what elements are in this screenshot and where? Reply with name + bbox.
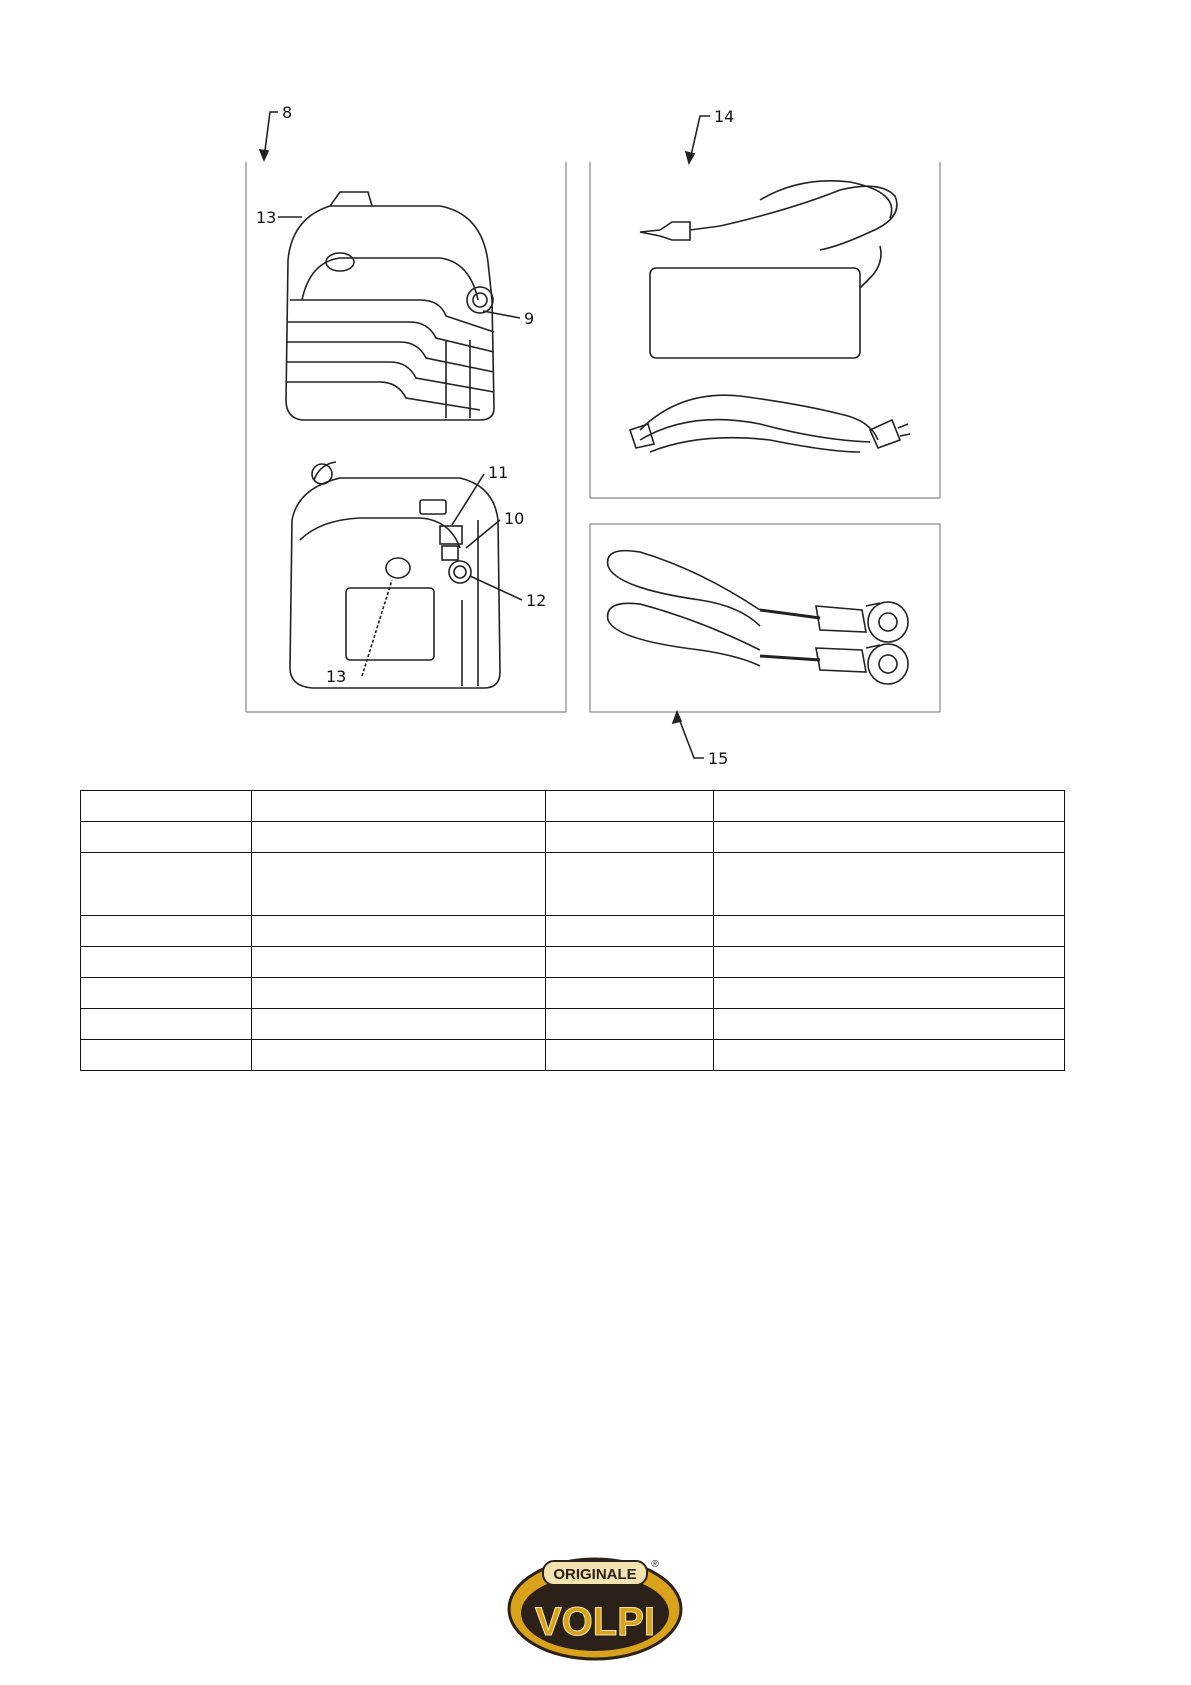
table-cell bbox=[714, 978, 1065, 1009]
table-cell bbox=[81, 1009, 252, 1040]
table-cell bbox=[252, 947, 546, 978]
table-row bbox=[81, 791, 1065, 822]
table-row bbox=[81, 853, 1065, 916]
callout-10: 10 bbox=[504, 509, 525, 528]
parts-illustration bbox=[0, 0, 1191, 780]
leader-15 bbox=[673, 712, 704, 758]
table-row bbox=[81, 978, 1065, 1009]
table-cell bbox=[81, 1040, 252, 1071]
extension-cable-drawing bbox=[608, 551, 908, 684]
callout-12: 12 bbox=[526, 591, 547, 610]
table-cell bbox=[546, 1040, 714, 1071]
table-cell bbox=[714, 1009, 1065, 1040]
table-row bbox=[81, 947, 1065, 978]
callout-13-top: 13 bbox=[256, 208, 277, 227]
table-cell bbox=[252, 1040, 546, 1071]
battery-panel-frame bbox=[246, 162, 566, 712]
table-cell bbox=[252, 822, 546, 853]
table-cell bbox=[81, 822, 252, 853]
table-row bbox=[81, 916, 1065, 947]
table-row bbox=[81, 1009, 1065, 1040]
table-cell bbox=[81, 978, 252, 1009]
table-cell bbox=[81, 853, 252, 916]
table-cell bbox=[714, 791, 1065, 822]
charger-drawing bbox=[630, 181, 910, 452]
table-cell bbox=[714, 947, 1065, 978]
callout-15: 15 bbox=[708, 749, 729, 768]
table-cell bbox=[81, 791, 252, 822]
logo-brand: VOLPI bbox=[534, 1600, 656, 1644]
battery-pack-front-drawing bbox=[290, 462, 500, 688]
table-cell bbox=[546, 791, 714, 822]
charger-panel-frame bbox=[590, 162, 940, 498]
table-cell bbox=[252, 978, 546, 1009]
table-cell bbox=[252, 791, 546, 822]
table-cell bbox=[714, 1040, 1065, 1071]
leader-10 bbox=[466, 520, 500, 548]
table-cell bbox=[714, 916, 1065, 947]
volpi-logo bbox=[505, 1551, 685, 1663]
table-row bbox=[81, 822, 1065, 853]
callout-8: 8 bbox=[282, 103, 293, 122]
leader-11 bbox=[452, 474, 484, 525]
battery-pack-rear-drawing bbox=[286, 192, 494, 420]
table-cell bbox=[546, 822, 714, 853]
callout-11: 11 bbox=[488, 463, 509, 482]
table-cell bbox=[252, 853, 546, 916]
table-cell bbox=[81, 947, 252, 978]
table-cell bbox=[546, 916, 714, 947]
logo-registered: ® bbox=[651, 1559, 659, 1570]
leader-8 bbox=[260, 112, 278, 160]
parts-table bbox=[80, 790, 1065, 1071]
logo-top-text: ORIGINALE bbox=[553, 1566, 637, 1583]
table-cell bbox=[252, 1009, 546, 1040]
callout-13-bottom: 13 bbox=[326, 667, 347, 686]
leader-13-bottom bbox=[362, 580, 392, 676]
table-cell bbox=[546, 1009, 714, 1040]
table-cell bbox=[81, 916, 252, 947]
table-cell bbox=[252, 916, 546, 947]
leader-14 bbox=[686, 116, 710, 163]
table-cell bbox=[714, 853, 1065, 916]
callout-14: 14 bbox=[714, 107, 735, 126]
leader-9 bbox=[483, 311, 520, 318]
table-cell bbox=[546, 947, 714, 978]
table-cell bbox=[546, 978, 714, 1009]
table-cell bbox=[714, 822, 1065, 853]
table-row bbox=[81, 1040, 1065, 1071]
callout-9: 9 bbox=[524, 309, 535, 328]
table-cell bbox=[546, 853, 714, 916]
